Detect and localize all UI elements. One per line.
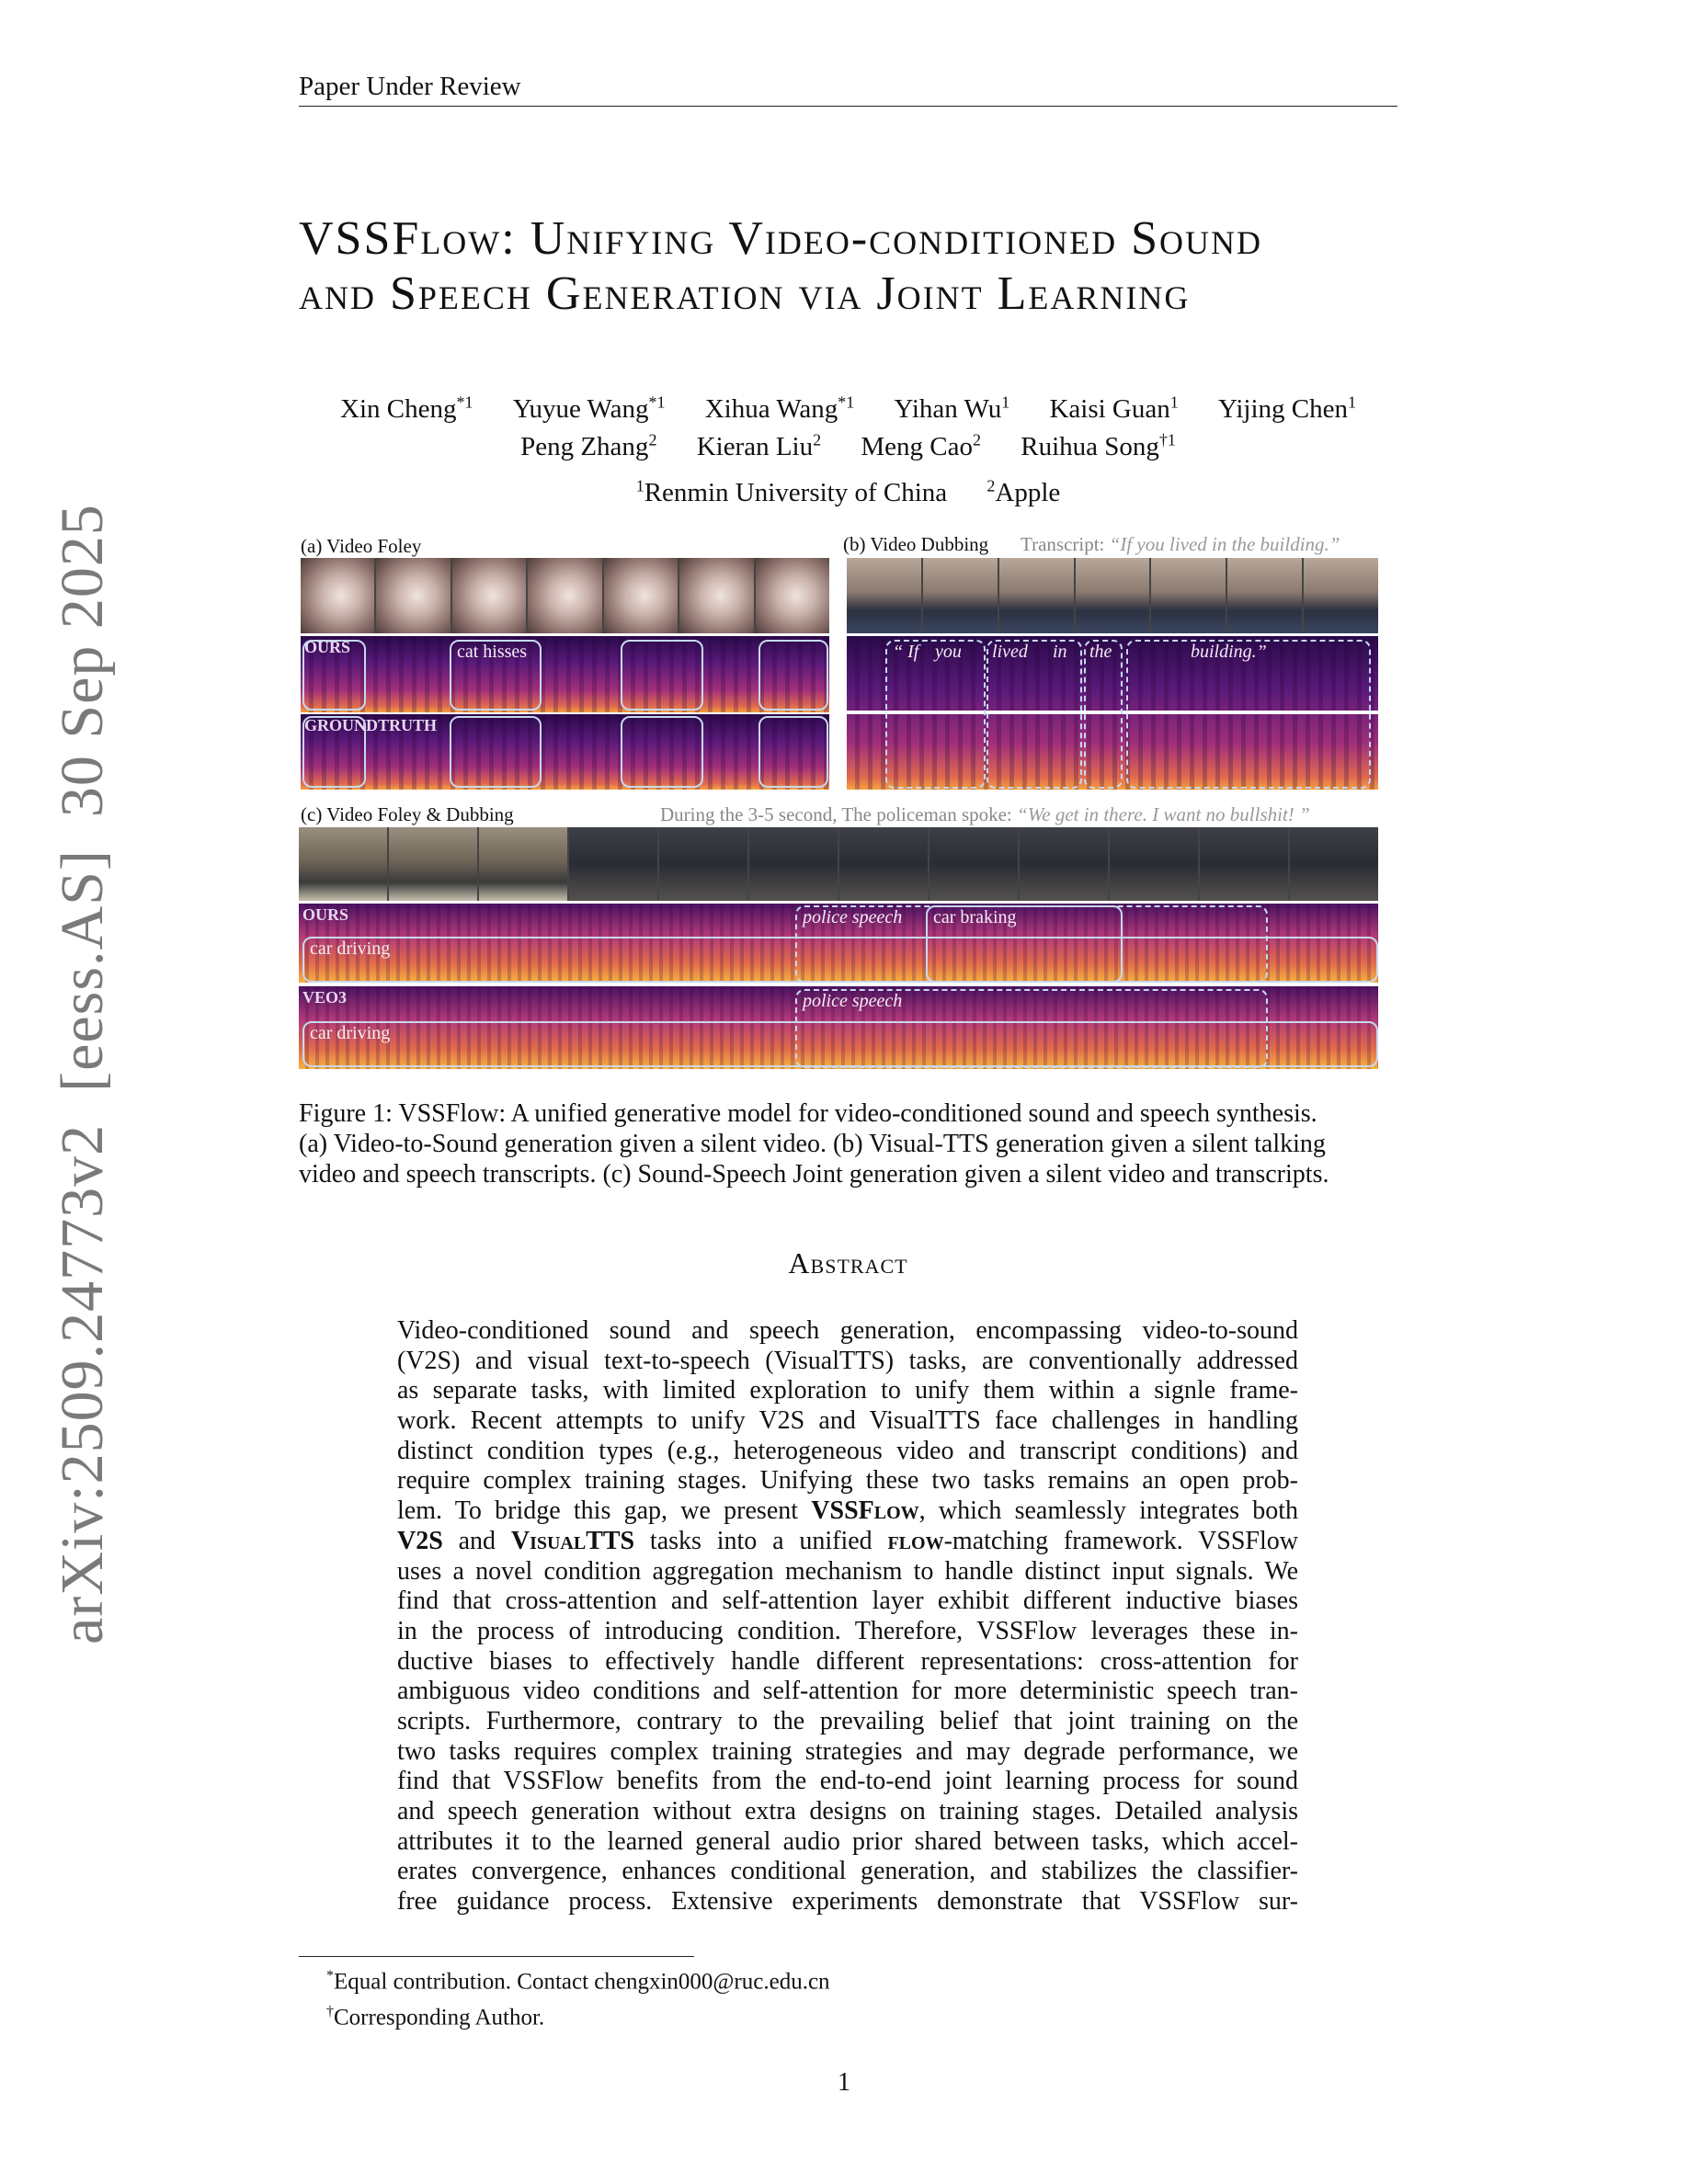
video-frame (923, 558, 998, 633)
paper-title (299, 211, 1397, 322)
author: Ruihua Song$^{\dagger 1}$ (1021, 430, 1176, 462)
speech-label: police speech (803, 991, 903, 1011)
caption-line: (a) Video-to-Sound generation given a silent video. (b) Visual-TTS generation given a silent talking (299, 1130, 1326, 1158)
panel-c-label: (c) Video Foley & Dubbing (301, 803, 514, 825)
video-frame (1227, 558, 1302, 633)
word-label: “ If (893, 642, 919, 662)
video-frame (999, 558, 1074, 633)
event-box (302, 716, 366, 788)
author-list (299, 386, 1397, 462)
video-frame (1304, 558, 1378, 633)
abstract-line: attributes it to the learned general audio prior shared between tasks, which accel- (397, 1826, 1298, 1856)
figure-caption (299, 1098, 1397, 1189)
video-frame (528, 558, 601, 633)
author: Meng Cao$^2$ (861, 430, 981, 462)
event-box (758, 716, 828, 788)
sound-box (302, 1021, 1378, 1067)
word-label: you (935, 642, 962, 662)
video-frame (749, 827, 838, 901)
spectrogram-tag: OURS (304, 638, 351, 656)
author: Yuyue Wang$^{*1}$ (512, 392, 666, 424)
video-frame (756, 558, 829, 633)
abstract-line: uses a novel condition aggregation mechanism to handle distinct input signals. We (397, 1556, 1298, 1586)
word-label: in (1053, 642, 1067, 662)
panel-c-spectrogram-ours (299, 904, 1378, 983)
method-name: VSSFlow (811, 1496, 919, 1526)
sound-label: car braking (933, 907, 1017, 927)
sound-box (302, 937, 1378, 983)
spectrogram-tag: GROUNDTRUTH (304, 716, 438, 734)
title-line-1: VSSFlow: Unifying Video-conditioned Sound (299, 212, 1263, 265)
abstract-line: work. Recent attempts to unify V2S and VisualTTS face challenges in handling (397, 1406, 1298, 1436)
panel-c-note: During the 3-5 second, The policeman spoke: “We get in there. I want no bullshit! ” (660, 803, 1310, 825)
abstract-line: lem. To bridge this gap, we present VSSFlow, which seamlessly integrates both (397, 1496, 1299, 1526)
abstract-line: erates convergence, enhances conditional generation, and stabilizes the classifier- (397, 1857, 1298, 1886)
panel-b-label: (b) Video Dubbing (843, 533, 989, 555)
word-label: the (1089, 642, 1112, 662)
panel-b-transcript: Transcript: “If you lived in the building.” (1021, 533, 1340, 555)
video-frame (839, 827, 928, 901)
author: Xihua Wang$^{*1}$ (704, 392, 855, 424)
page-number: 1 (838, 2068, 850, 2097)
video-frame (389, 827, 477, 901)
abstract-line: distinct condition types (e.g., heterogeneous video and transcript conditions) and (397, 1436, 1298, 1465)
panel-b-video-frames (847, 558, 1378, 633)
video-frame (1200, 827, 1288, 901)
panel-a-label: (a) Video Foley (301, 535, 422, 557)
video-frame (604, 558, 678, 633)
event-box (302, 640, 366, 711)
video-frame (479, 827, 567, 901)
abstract-line: scripts. Furthermore, contrary to the prevailing belief that joint training on the (397, 1706, 1298, 1735)
video-frame (569, 827, 657, 901)
footnote-rule (299, 1956, 694, 1957)
event-box (621, 640, 703, 711)
panel-a-video-frames (301, 558, 829, 633)
spectrogram-tag: VEO3 (302, 988, 348, 1007)
title-line-2: and Speech Generation via Joint Learning (299, 267, 1191, 320)
video-frame (301, 558, 374, 633)
author: Yijing Chen$^1$ (1218, 392, 1356, 424)
author: Peng Zhang$^2$ (520, 430, 657, 462)
author: Xin Cheng$^{*1}$ (340, 392, 473, 424)
video-frame (1020, 827, 1108, 901)
video-frame (679, 558, 753, 633)
abstract-line: two tasks requires complex training strategies and may degrade performance, we (397, 1736, 1298, 1766)
panel-c-spectrogram-veo3 (299, 986, 1378, 1069)
abstract-line: as separate tasks, with limited exploration to unify them within a signle frame- (397, 1376, 1298, 1405)
video-frame (1151, 558, 1226, 633)
video-frame (847, 558, 921, 633)
author: Kaisi Guan$^1$ (1049, 392, 1179, 424)
video-frame (930, 827, 1018, 901)
video-frame (1110, 827, 1198, 901)
abstract-line: (V2S) and visual text-to-speech (VisualTTS) tasks, are conventionally addressed (397, 1346, 1298, 1375)
affiliation: $^2$Apple (987, 476, 1061, 507)
footnote: †Corresponding Author. (326, 2004, 545, 2030)
event-label: cat hisses (457, 642, 528, 662)
abstract-line: and speech generation without extra designs on training stages. Detailed analysis (397, 1797, 1298, 1826)
affiliations (299, 476, 1397, 508)
video-frame (299, 827, 387, 901)
caption-line: Figure 1: VSSFlow: A unified generative model for video-conditioned sound and speech synthesis. (299, 1099, 1317, 1128)
video-frame (659, 827, 747, 901)
abstract-line: require complex training stages. Unifying these two tasks remains an open prob- (397, 1466, 1298, 1496)
video-frame (1290, 827, 1378, 901)
abstract-line: V2S and VisualTTS tasks into a unified flow-matching framework. VSSFlow (397, 1526, 1298, 1555)
footnote: *Equal contribution. Contact chengxin000@ruc.edu.cn (326, 1968, 830, 1995)
video-frame (376, 558, 450, 633)
panel-a-spectrogram-groundtruth (301, 714, 829, 790)
abstract-line: in the process of introducing condition. Therefore, VSSFlow leverages these in- (397, 1616, 1298, 1645)
sound-label: car driving (310, 938, 391, 959)
panel-c-video-frames (299, 827, 1378, 901)
word-label: lived (992, 642, 1028, 662)
caption-line: video and speech transcripts. (c) Sound-Speech Joint generation given a silent video and transcripts. (299, 1160, 1329, 1189)
arxiv-stamp: arXiv:2509.24773v2 [eess.AS] 30 Sep 2025 (49, 504, 116, 1644)
panel-a-spectrogram-ours (301, 636, 829, 712)
affiliation: $^1$Renmin University of China (635, 476, 948, 507)
abstract-body (397, 1316, 1298, 1917)
author-row-1 (299, 386, 1397, 425)
abstract-heading: Abstract (788, 1246, 908, 1280)
abstract-line: free guidance process. Extensive experiments demonstrate that VSSFlow sur- (397, 1887, 1298, 1917)
abstract-line: Video-conditioned sound and speech generation, encompassing video-to-sound (397, 1316, 1298, 1345)
abstract-line: ductive biases to effectively handle different representations: cross-attention for (397, 1646, 1298, 1676)
event-box (450, 716, 542, 788)
speech-label: police speech (803, 907, 903, 927)
video-frame (452, 558, 526, 633)
author: Yihan Wu$^1$ (894, 392, 1010, 424)
running-header: Paper Under Review (299, 72, 1397, 107)
abstract-line: find that cross-attention and self-attention layer exhibit different inductive biases (397, 1587, 1298, 1616)
abstract-line: ambiguous video conditions and self-attention for more deterministic speech tran- (397, 1677, 1298, 1706)
abstract-line: find that VSSFlow benefits from the end-to-end joint learning process for sound (397, 1767, 1298, 1796)
video-frame (1076, 558, 1150, 633)
panel-b-spectrograms (847, 636, 1378, 790)
event-box (758, 640, 828, 711)
word-label: building.” (1191, 642, 1267, 662)
spectrogram-tag: OURS (302, 905, 349, 924)
footnotes (326, 1961, 830, 2033)
sound-label: car driving (310, 1023, 391, 1043)
event-box (621, 716, 703, 788)
author-row-2 (299, 425, 1397, 463)
author: Kieran Liu$^2$ (696, 430, 822, 462)
